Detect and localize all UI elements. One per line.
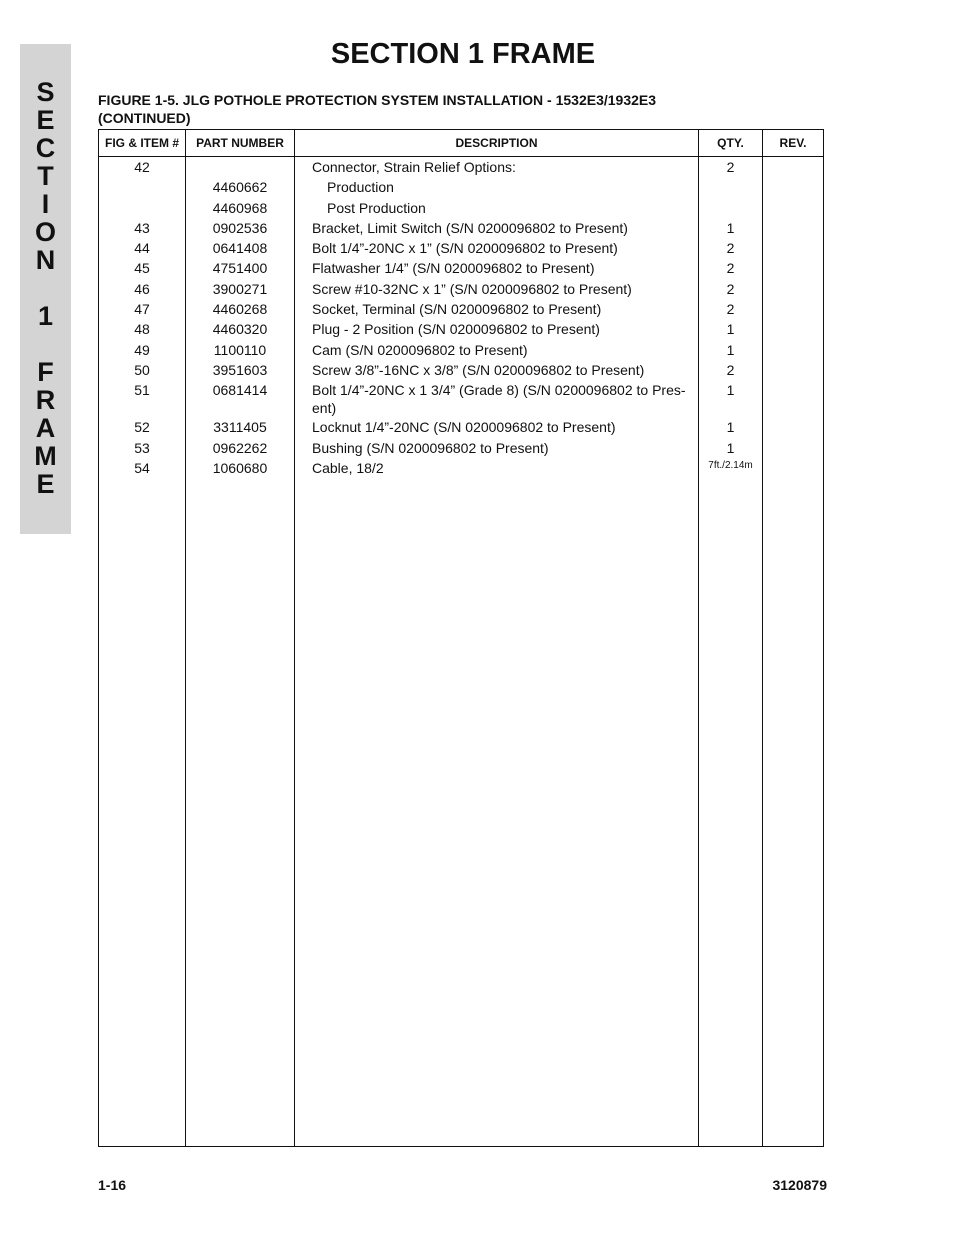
part-number: 3311405: [213, 419, 267, 436]
item-number: 47: [134, 301, 150, 318]
side-tab-letter: C: [35, 133, 56, 163]
header-divider: [99, 156, 823, 157]
description: Production: [327, 179, 394, 196]
quantity: 2: [726, 159, 735, 175]
header-description: DESCRIPTION: [455, 136, 538, 150]
table-row: [99, 239, 823, 259]
quantity: 1: [726, 341, 735, 358]
quantity: 7ft./2.14m: [708, 459, 753, 471]
table-row: [99, 280, 823, 300]
part-number: 4460968: [212, 199, 268, 216]
description: Cam (S/N 0200096802 to Present): [312, 341, 528, 358]
side-tab-letter: R: [35, 385, 56, 415]
part-number: 0641408: [212, 240, 268, 257]
item-number: 48: [134, 321, 150, 338]
description-line: ent): [312, 400, 337, 417]
header-rev: REV.: [779, 136, 807, 150]
side-tab-letter: N: [35, 245, 56, 275]
description: Socket, Terminal (S/N 0200096802 to Present): [312, 301, 602, 318]
item-number: 54: [134, 459, 150, 476]
quantity: 1: [726, 382, 735, 399]
document-number: 3120879: [772, 1177, 827, 1193]
header-part-number: PART NUMBER: [196, 136, 284, 150]
side-tab-letter: M: [34, 441, 57, 471]
table-row: [99, 219, 823, 239]
description: Screw 3/8”-16NC x 3/8” (S/N 0200096802 to Present): [312, 361, 645, 378]
item-number: 42: [134, 159, 150, 175]
item-number: 49: [134, 341, 150, 358]
quantity: 2: [726, 280, 735, 297]
quantity: 1: [726, 419, 735, 436]
description: Connector, Strain Relief Options:: [312, 159, 516, 175]
table-row: [99, 361, 823, 381]
item-number: 46: [134, 280, 150, 297]
item-number: 51: [134, 382, 150, 399]
table-row: [99, 459, 823, 479]
item-number: 50: [134, 361, 150, 378]
description: Bracket, Limit Switch (S/N 0200096802 to Present): [312, 219, 628, 236]
side-tab-letter: F: [37, 357, 54, 387]
header-item: FIG & ITEM #: [104, 136, 179, 150]
quantity: 2: [726, 301, 735, 318]
side-tab-letter: O: [34, 217, 56, 247]
item-number: 52: [134, 419, 150, 436]
table-row: [99, 158, 823, 178]
part-number: 3951603: [212, 361, 268, 378]
side-tab-letter: E: [36, 469, 55, 499]
description: Locknut 1/4”-20NC (S/N 0200096802 to Present): [312, 419, 616, 436]
side-tab-letters: [20, 78, 71, 498]
item-number: 43: [134, 219, 150, 236]
section-side-tab: [20, 44, 71, 534]
part-number: 4460268: [212, 301, 268, 318]
figure-title-line-2: (CONTINUED): [98, 110, 191, 126]
figure-title-line-1: FIGURE 1-5. JLG POTHOLE PROTECTION SYSTEM INSTALLATION - 1532E3/1932E3: [98, 92, 657, 108]
table-row: [99, 300, 823, 320]
table-row: [99, 341, 823, 361]
table-row: [99, 178, 823, 198]
table-row: [99, 381, 823, 418]
page-title: SECTION 1 FRAME: [330, 38, 596, 70]
part-number: 4751400: [212, 260, 268, 277]
description: Flatwasher 1/4” (S/N 0200096802 to Present): [312, 260, 595, 277]
part-number: 1100110: [213, 341, 267, 358]
quantity: 2: [726, 240, 735, 257]
table-row: [99, 199, 823, 219]
quantity: 2: [726, 361, 735, 378]
side-tab-letter: I: [41, 189, 50, 219]
description: Bushing (S/N 0200096802 to Present): [312, 439, 549, 456]
part-number: 0681414: [212, 382, 268, 399]
description: [312, 381, 690, 417]
description: Plug - 2 Position (S/N 0200096802 to Present): [312, 321, 600, 338]
item-number: 53: [134, 439, 150, 456]
page-number: 1-16: [98, 1177, 127, 1193]
quantity: 1: [726, 219, 735, 236]
part-number: 0962262: [212, 439, 268, 456]
description: Post Production: [327, 199, 426, 216]
side-tab-letter: 1: [37, 301, 54, 331]
parts-table: [98, 129, 824, 1147]
side-tab-letter: S: [36, 77, 55, 107]
description: Bolt 1/4”-20NC x 1” (S/N 0200096802 to Present): [312, 240, 618, 257]
side-tab-letter: [20, 274, 71, 302]
side-tab-letter: [20, 330, 71, 358]
table-body: [99, 158, 823, 479]
item-number: 44: [134, 240, 150, 257]
quantity: 2: [726, 260, 735, 277]
side-tab-letter: A: [35, 413, 56, 443]
table-row: [99, 320, 823, 340]
part-number: 4460320: [212, 321, 268, 338]
side-tab-letter: T: [37, 161, 54, 191]
side-tab-letter: E: [36, 105, 55, 135]
table-row: [99, 418, 823, 438]
quantity: 1: [726, 321, 735, 338]
part-number: 3900271: [212, 280, 268, 297]
table-row: [99, 439, 823, 459]
part-number: 4460662: [212, 179, 268, 196]
quantity: 1: [726, 439, 735, 456]
description-line: Bolt 1/4”-20NC x 1 3/4” (Grade 8) (S/N 0200096802 to Pres-: [312, 382, 686, 399]
part-number: 1060680: [212, 459, 268, 476]
description: Screw #10-32NC x 1” (S/N 0200096802 to Present): [312, 280, 632, 297]
part-number: 0902536: [212, 219, 268, 236]
figure-title: [98, 91, 818, 127]
item-number: 45: [134, 260, 150, 277]
header-qty: QTY.: [717, 136, 744, 150]
description: Cable, 18/2: [312, 459, 384, 476]
table-row: [99, 259, 823, 279]
